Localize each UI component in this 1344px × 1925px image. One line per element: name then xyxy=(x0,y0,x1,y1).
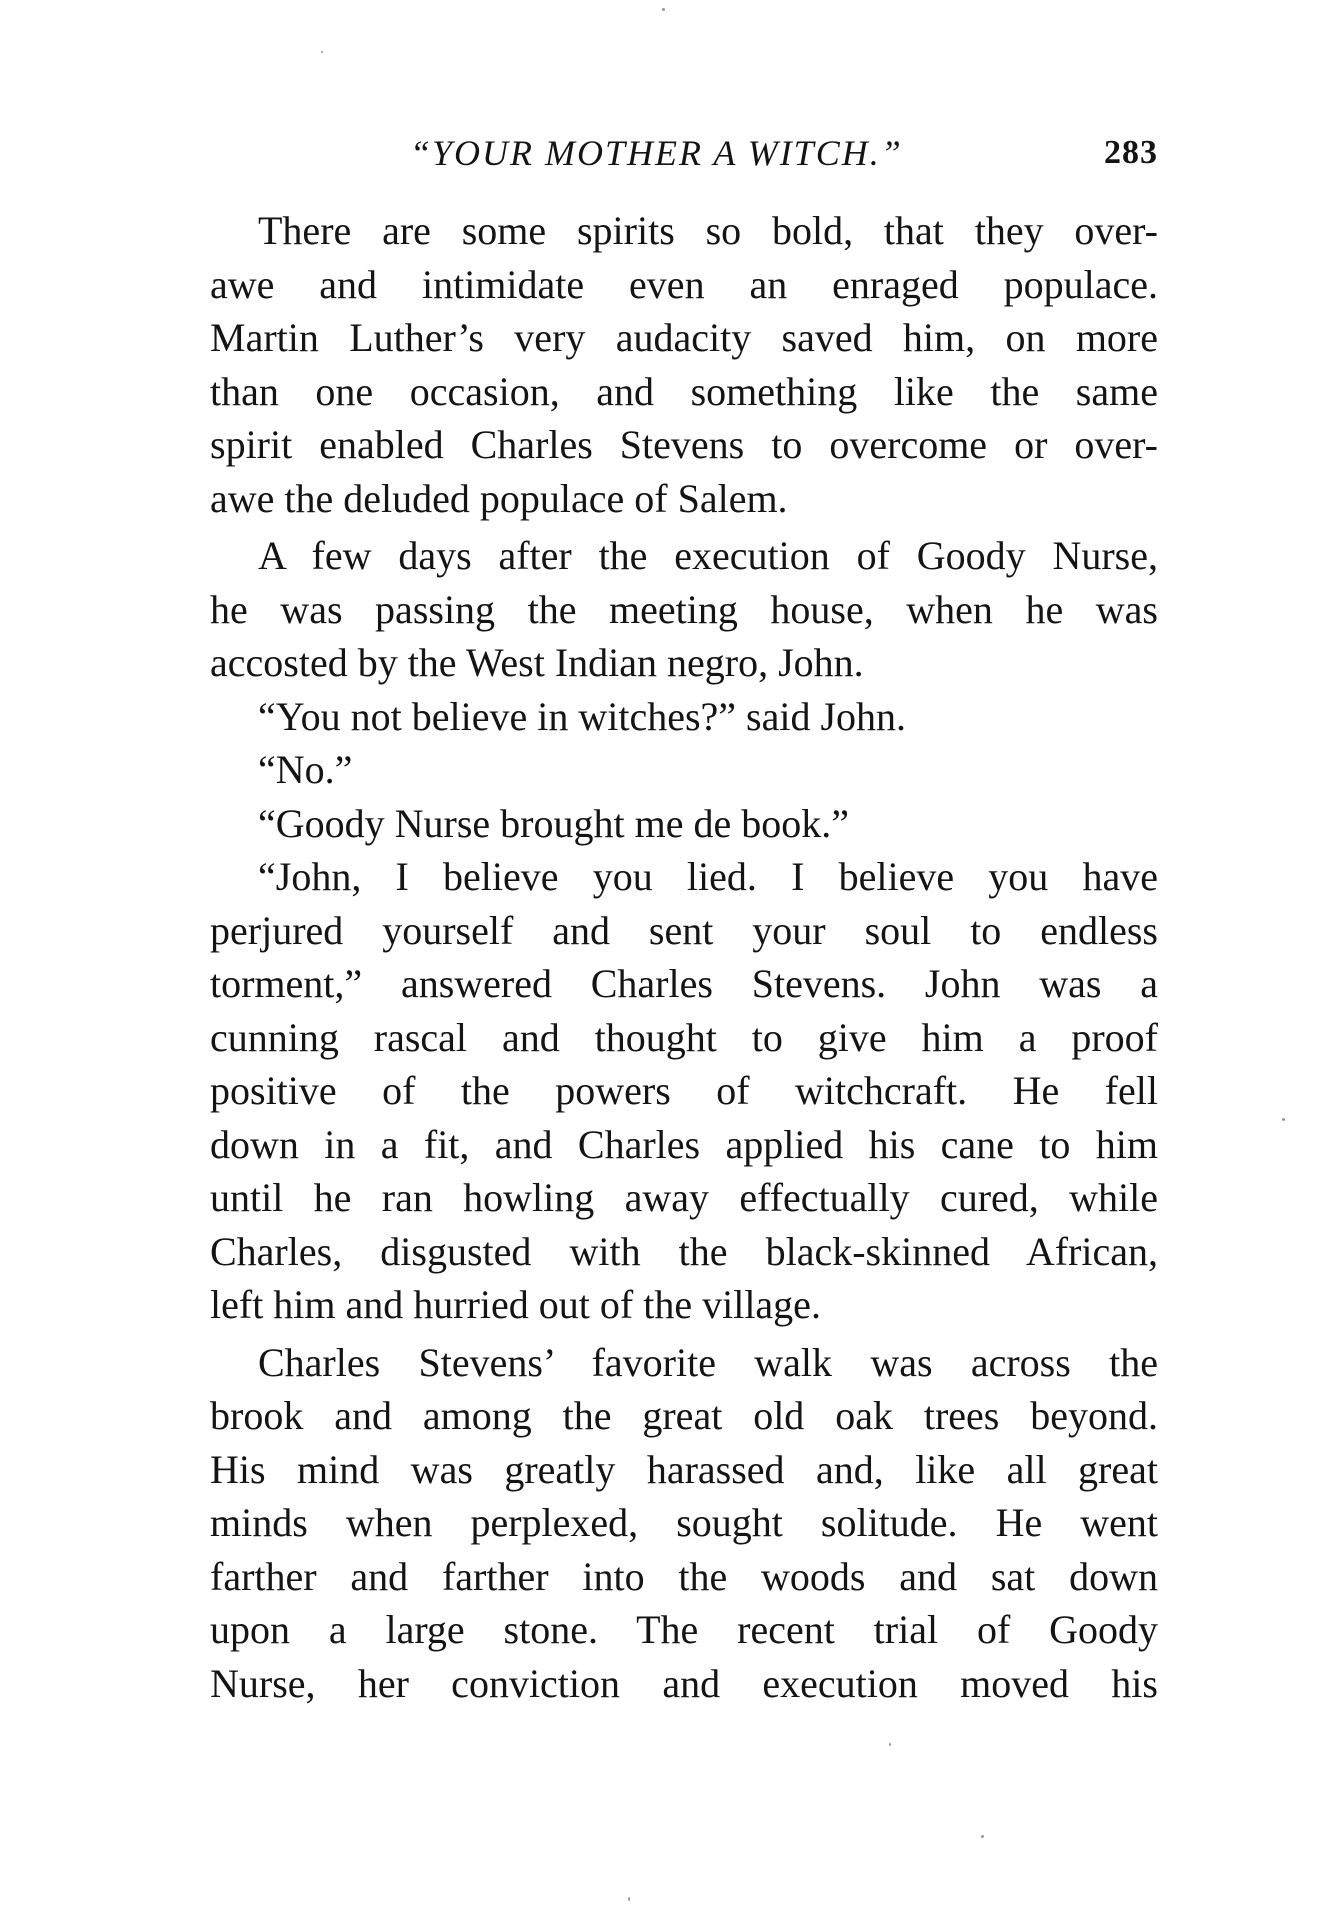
paper-speck xyxy=(1282,1118,1285,1121)
paper-speck xyxy=(662,8,665,11)
text-line: Charles, disgusted with the black-skinned African, xyxy=(210,1228,1158,1274)
paper-speck xyxy=(981,1835,984,1838)
text-line: brook and among the great old oak trees beyond. xyxy=(210,1393,1158,1438)
text-line: There are some spirits so bold, that they over- xyxy=(258,208,1158,253)
page-number: 283 xyxy=(1104,134,1158,171)
running-title: “YOUR MOTHER A WITCH.” xyxy=(410,133,903,173)
text-line: Charles Stevens’ favorite walk was across the xyxy=(258,1339,1158,1385)
text-line: positive of the powers of witchcraft. He fell xyxy=(210,1068,1158,1113)
text-line: cunning rascal and thought to give him a proof xyxy=(210,1014,1158,1060)
text-line: “John, I believe you lied. I believe you have xyxy=(258,854,1158,899)
text-line: awe and intimidate even an enraged populace. xyxy=(210,261,1158,307)
body-text xyxy=(210,204,1158,1710)
text-line: “No.” xyxy=(258,747,353,792)
paragraph xyxy=(210,850,1158,1332)
text-line: down in a fit, and Charles applied his cane to him xyxy=(210,1121,1158,1167)
text-line: torment,” answered Charles Stevens. John was a xyxy=(210,961,1158,1006)
paragraph xyxy=(210,204,1158,525)
text-line: until he ran howling away effectually cured, while xyxy=(210,1175,1158,1220)
paragraph xyxy=(210,743,1158,797)
paper-speck xyxy=(889,1743,891,1746)
text-line: perjured yourself and sent your soul to endless xyxy=(210,907,1158,953)
text-line: His mind was greatly harassed and, like all great xyxy=(210,1446,1158,1492)
running-head xyxy=(210,128,1158,178)
text-line: “You not believe in witches?” said John. xyxy=(258,693,907,739)
text-line: A few days after the execution of Goody Nurse, xyxy=(258,533,1158,578)
text-line: “Goody Nurse brought me de book.” xyxy=(258,800,849,846)
paper-speck xyxy=(628,1897,630,1901)
text-line: spirit enabled Charles Stevens to overcome or over- xyxy=(210,422,1158,467)
text-line: left him and hurried out of the village. xyxy=(210,1282,821,1327)
paragraph xyxy=(210,797,1158,851)
text-line: accosted by the West Indian negro, John. xyxy=(210,640,864,685)
text-line: Martin Luther’s very audacity saved him, on more xyxy=(210,315,1158,360)
text-line: than one occasion, and something like the same xyxy=(210,368,1158,414)
text-line: minds when perplexed, sought solitude. He went xyxy=(210,1500,1158,1545)
paragraph xyxy=(210,1336,1158,1711)
paragraph xyxy=(210,529,1158,690)
paper-speck xyxy=(321,51,323,53)
text-line: he was passing the meeting house, when he was xyxy=(210,586,1158,632)
text-line: Nurse, her conviction and execution moved his xyxy=(210,1660,1158,1706)
text-line: upon a large stone. The recent trial of Goody xyxy=(210,1607,1158,1652)
text-line: farther and farther into the woods and sat down xyxy=(210,1553,1158,1599)
text-line: awe the deluded populace of Salem. xyxy=(210,475,788,521)
paragraph xyxy=(210,690,1158,744)
